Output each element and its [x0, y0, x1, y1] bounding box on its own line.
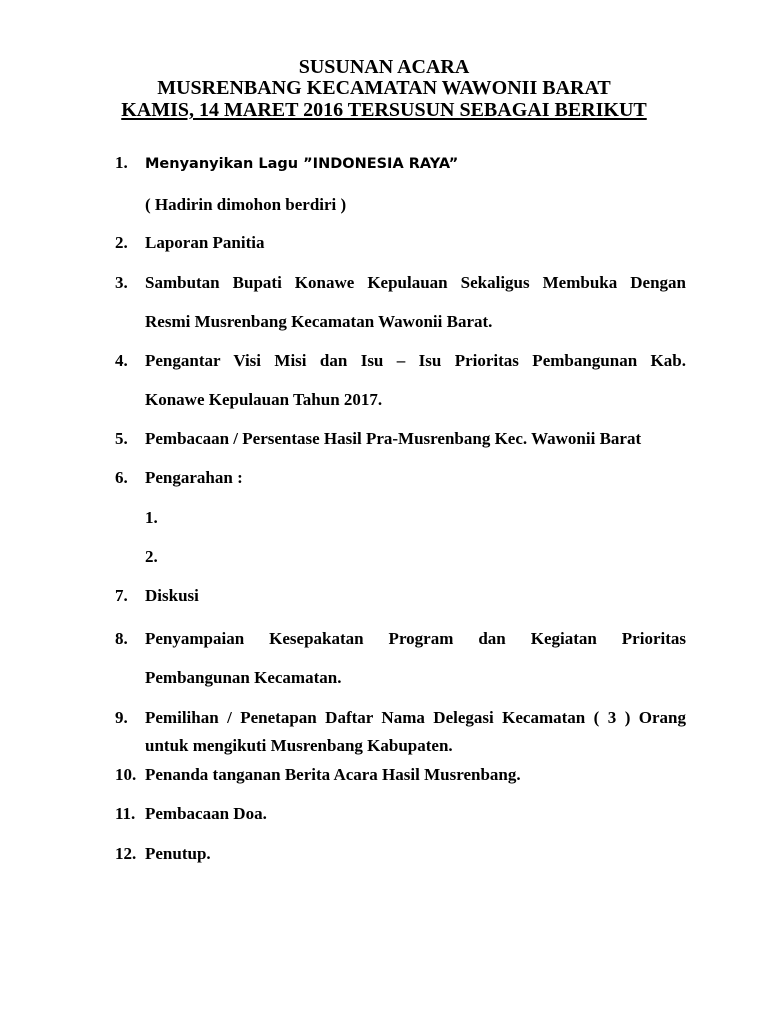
- item-3-text-line2: Resmi Musrenbang Kecamatan Wawonii Barat.: [145, 312, 493, 331]
- item-9-number: 9.: [115, 708, 128, 727]
- item-5-text: Pembacaan / Persentase Hasil Pra-Musrenbang Kec. Wawonii Barat: [145, 429, 642, 448]
- item-8-number: 8.: [115, 629, 128, 648]
- item-8-text-line2: Pembangunan Kecamatan.: [145, 668, 342, 687]
- document-subtitle: MUSRENBANG KECAMATAN WAWONII BARAT: [157, 77, 611, 99]
- item-4-text-line1: Pengantar Visi Misi dan Isu – Isu Prioritas Pembangunan Kab.: [145, 351, 686, 370]
- item-2-number: 2.: [115, 233, 128, 252]
- item-10-text: Penanda tanganan Berita Acara Hasil Musrenbang.: [145, 765, 521, 784]
- item-6-number: 6.: [115, 468, 128, 487]
- item-3-text-line1: Sambutan Bupati Konawe Kepulauan Sekaligus Membuka Dengan: [145, 273, 686, 292]
- item-1-text: [145, 153, 458, 174]
- item-9-text-line1: Pemilihan / Penetapan Daftar Nama Delegasi Kecamatan ( 3 ) Orang: [145, 708, 686, 727]
- item-7-number: 7.: [115, 586, 128, 605]
- item-1-number: 1.: [115, 153, 128, 172]
- document-date-text: KAMIS, 14 MARET 2016 TERSUSUN SEBAGAI BERIKUT: [121, 99, 647, 121]
- item-11-number: 11.: [115, 804, 136, 823]
- item-1-text-a: Menyanyikan Lagu: [145, 156, 299, 172]
- document-title: SUSUNAN ACARA: [298, 56, 470, 78]
- item-9-text-line2: untuk mengikuti Musrenbang Kabupaten.: [145, 736, 453, 755]
- item-2-text: Laporan Panitia: [145, 233, 265, 252]
- item-8-text-line1: Penyampaian Kesepakatan Program dan Kegiatan Prioritas: [145, 629, 686, 648]
- item-5-number: 5.: [115, 429, 128, 448]
- item-1-text-b: ”INDONESIA RAYA”: [298, 156, 459, 172]
- item-6-sub-2: 2.: [145, 547, 158, 566]
- item-3-number: 3.: [115, 273, 128, 292]
- item-12-text: Penutup.: [145, 844, 211, 863]
- item-11-text: Pembacaan Doa.: [145, 804, 267, 823]
- document-date-line: [0, 98, 768, 122]
- item-6-text: Pengarahan :: [145, 468, 243, 487]
- item-6-sub-1: 1.: [145, 508, 158, 527]
- item-7-text: Diskusi: [145, 586, 199, 605]
- item-10-number: 10.: [115, 765, 137, 784]
- item-4-number: 4.: [115, 351, 128, 370]
- item-1-note: ( Hadirin dimohon berdiri ): [145, 195, 347, 214]
- item-12-number: 12.: [115, 844, 137, 863]
- item-4-text-line2: Konawe Kepulauan Tahun 2017.: [145, 390, 383, 409]
